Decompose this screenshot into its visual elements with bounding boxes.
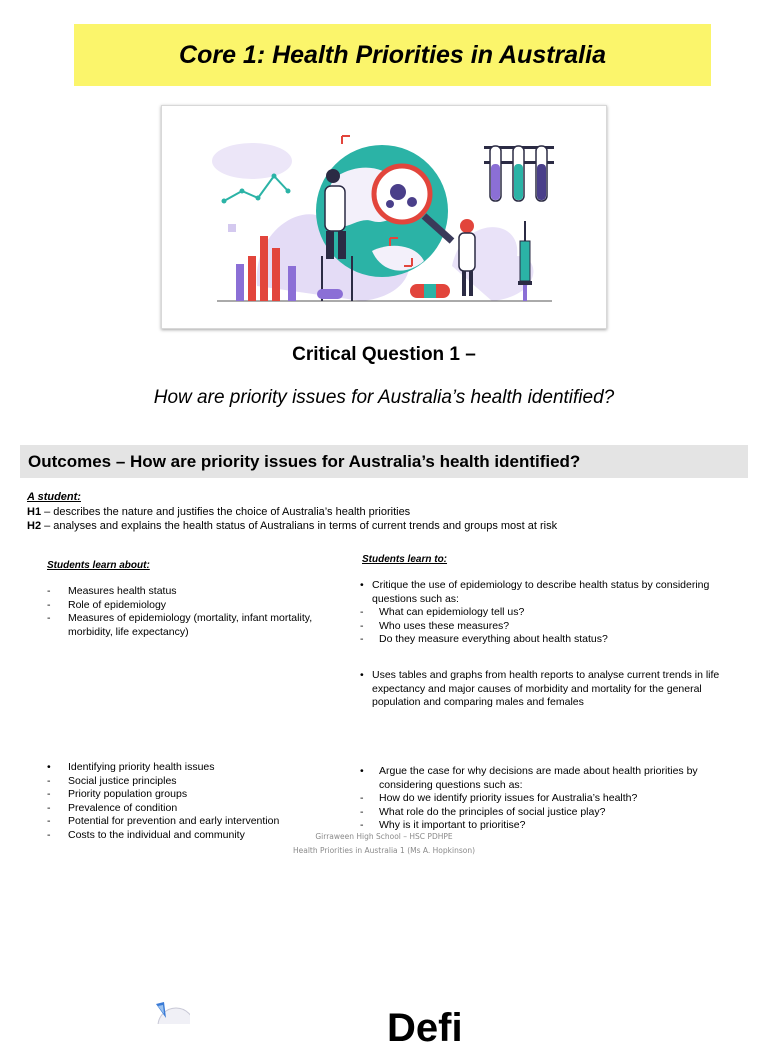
- list-item: • Identifying priority health issues: [47, 761, 215, 773]
- list-item: - Who uses these measures?: [360, 619, 510, 632]
- learn-to-heading: Students learn to:: [362, 554, 448, 565]
- hero-illustration: [161, 105, 607, 329]
- list-item: - Potential for prevention and early intervention: [47, 815, 280, 828]
- list-item: - Do they measure everything about health status?: [360, 633, 608, 646]
- learn-about-list-1: [47, 585, 337, 639]
- syringe: [520, 241, 530, 281]
- next-page-logo: [150, 1000, 190, 1024]
- list-item: - Prevalence of condition: [47, 801, 178, 814]
- list-item: - Priority population groups: [47, 788, 188, 801]
- list-item: • Uses tables and graphs from health reports to analyse current trends in life expectancy and major causes of morbidity and mortality for the general population and comparing males and females: [360, 669, 720, 709]
- outcome-text: – describes the nature and justifies the choice of Australia’s health priorities: [41, 506, 411, 518]
- outcome-code: H1: [27, 506, 42, 518]
- learn-to-block-2: [360, 669, 745, 710]
- outcomes-heading-bar: [20, 445, 748, 478]
- outcome-text: – analyses and explains the health status of Australians in terms of current trends and groups most at risk: [41, 520, 558, 532]
- list-item: - Measures health status: [47, 585, 177, 597]
- outcome-code: H2: [27, 520, 42, 532]
- list-item: - What can epidemiology tell us?: [360, 606, 525, 619]
- student-label: A student:: [27, 491, 81, 503]
- list-item: • Argue the case for why decisions are made about health priorities by considering questions such as:: [360, 765, 698, 791]
- list-item: - Costs to the individual and community: [47, 828, 245, 841]
- footer-line-1: Girraween High School – HSC PDHPE: [315, 832, 453, 841]
- learn-to-block-3: [360, 765, 740, 833]
- scientist-left: [325, 186, 345, 231]
- learn-to-block-1: [360, 579, 740, 647]
- critical-question-subtitle: How are priority issues for Australia’s health identified?: [153, 387, 615, 408]
- list-item: - Role of epidemiology: [47, 598, 167, 611]
- list-item: • Critique the use of epidemiology to describe health status by considering questions such as:: [360, 579, 710, 605]
- next-page-heading: Defi: [387, 1006, 463, 1050]
- epidemiology-illustration: [162, 106, 606, 328]
- outcomes-heading: Outcomes – How are priority issues for Australia’s health identified?: [28, 451, 581, 471]
- list-item: - What role do the principles of social justice play?: [360, 805, 606, 818]
- critical-question-title: Critical Question 1 –: [292, 344, 476, 365]
- list-item: - How do we identify priority issues for Australia’s health?: [360, 792, 638, 805]
- title-banner: [74, 24, 711, 86]
- page-title: Core 1: Health Priorities in Australia: [179, 40, 606, 69]
- outcome-h2: [27, 520, 557, 534]
- learn-about-list-2: [47, 761, 337, 843]
- learn-about-heading: Students learn about:: [47, 560, 150, 571]
- list-item: - Measures of epidemiology (mortality, infant mortality, morbidity, life expectancy): [47, 612, 313, 638]
- footer-line-2: Health Priorities in Australia 1 (Ms A. Hopkinson): [293, 846, 475, 855]
- outcome-h1: [27, 506, 410, 520]
- list-item: - Why is it important to prioritise?: [360, 819, 526, 832]
- cloud-shape: [212, 143, 292, 179]
- list-item: - Social justice principles: [47, 774, 177, 787]
- pill: [317, 289, 343, 299]
- scientist-right: [459, 233, 475, 271]
